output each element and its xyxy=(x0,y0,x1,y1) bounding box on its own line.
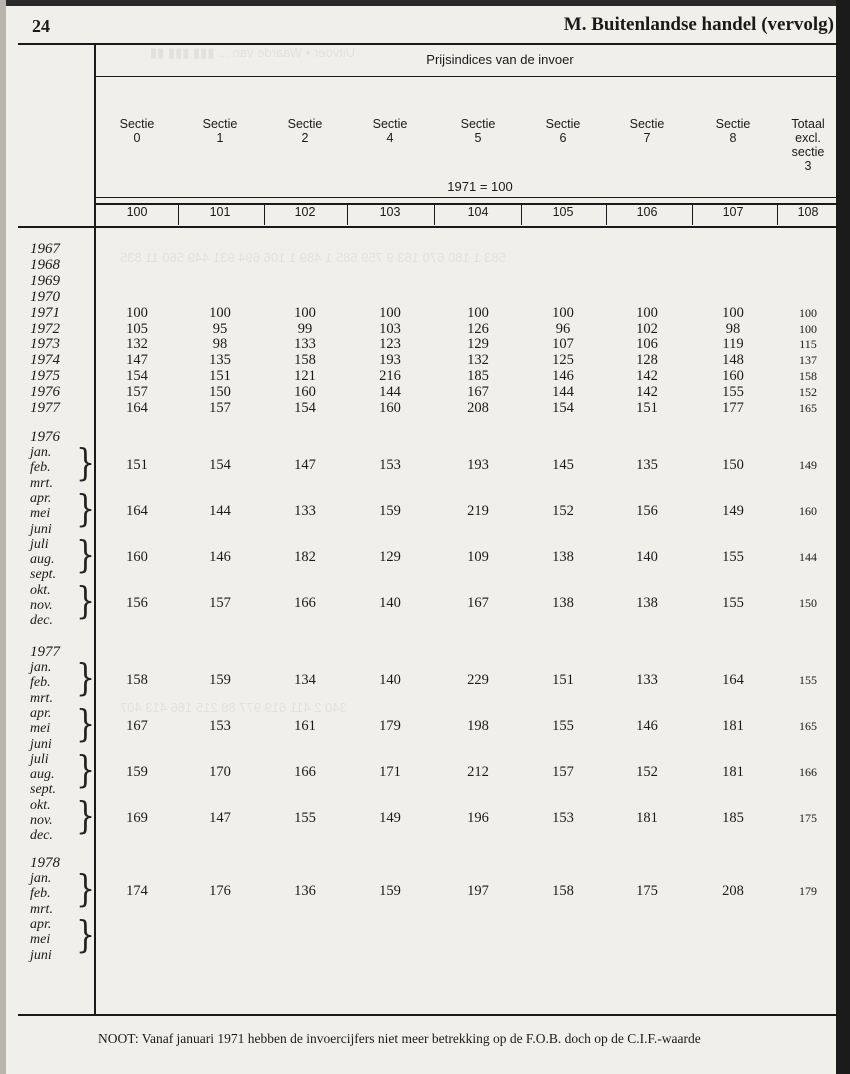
table-cell: 109 xyxy=(467,549,489,566)
year-label: 1976 xyxy=(30,384,60,401)
year-label: 1973 xyxy=(30,336,60,353)
month-label: juli xyxy=(30,751,49,767)
table-cell: 219 xyxy=(467,503,489,520)
month-label: apr. xyxy=(30,705,52,721)
table-cell: 174 xyxy=(126,883,148,900)
table-cell: 106 xyxy=(636,336,658,353)
table-cell: 146 xyxy=(209,549,231,566)
table-cell: 145 xyxy=(552,457,574,474)
column-code: 102 xyxy=(294,205,316,219)
table-cell: 158 xyxy=(294,352,316,369)
table-cell: 135 xyxy=(209,352,231,369)
table-cell: 156 xyxy=(126,595,148,611)
column-separator xyxy=(777,203,778,225)
table-cell: 150 xyxy=(722,457,744,474)
column-separator xyxy=(434,203,435,225)
month-label: mrt. xyxy=(30,475,53,491)
table-cell: 208 xyxy=(467,400,489,416)
table-cell: 115 xyxy=(799,337,817,352)
table-cell: 150 xyxy=(209,384,231,401)
column-header xyxy=(698,117,768,145)
column-separator xyxy=(95,203,96,225)
table-cell: 129 xyxy=(467,336,489,353)
table-cell: 160 xyxy=(126,549,148,566)
column-header xyxy=(528,117,598,145)
table-cell: 164 xyxy=(722,672,744,689)
column-code: 106 xyxy=(636,205,658,219)
table-cell: 137 xyxy=(799,353,817,368)
table-cell: 166 xyxy=(294,595,316,611)
table-cell: 147 xyxy=(294,457,316,474)
table-cell: 144 xyxy=(379,384,401,401)
table-cell: 157 xyxy=(552,764,574,781)
column-separator xyxy=(264,203,265,225)
year-label: 1974 xyxy=(30,352,60,369)
table-cell: 198 xyxy=(467,718,489,735)
column-code: 107 xyxy=(722,205,744,219)
column-header-number: 8 xyxy=(729,131,737,145)
base-year: 1971 = 100 xyxy=(447,179,513,194)
table-cell: 164 xyxy=(126,400,148,416)
table-cell: 96 xyxy=(555,320,571,337)
table-cell: 98 xyxy=(212,336,228,353)
table-cell: 177 xyxy=(722,400,744,416)
column-header-label: Sectie xyxy=(287,117,323,131)
column-separator xyxy=(692,203,693,225)
table-cell: 133 xyxy=(294,503,316,520)
table-title: Prijsindices van de invoer xyxy=(426,52,574,67)
table-cell: 153 xyxy=(379,457,401,474)
table-cell: 121 xyxy=(294,368,316,385)
table-cell: 152 xyxy=(799,385,817,400)
table-cell: 160 xyxy=(722,368,744,385)
table-cell: 158 xyxy=(126,672,148,689)
table-cell: 160 xyxy=(294,384,316,401)
table-cell: 138 xyxy=(636,595,658,611)
table-cell: 181 xyxy=(636,810,658,826)
rule-title xyxy=(94,76,838,77)
table-cell: 100 xyxy=(379,304,401,321)
column-code: 105 xyxy=(552,205,574,219)
table-cell: 102 xyxy=(636,320,658,337)
table-cell: 144 xyxy=(799,550,817,565)
bleed-through: 583 1 180 670 163 9 759 685 1 489 1 106 694 931 449 560 11 835 xyxy=(120,250,506,265)
quarter-brace: } xyxy=(76,867,96,912)
month-label: feb. xyxy=(30,460,51,476)
column-code: 100 xyxy=(126,205,148,219)
table-cell: 151 xyxy=(209,368,231,385)
quarter-brace: } xyxy=(76,533,96,578)
block-year-label: 1976 xyxy=(30,429,60,445)
column-header-label: Sectie xyxy=(119,117,155,131)
table-cell: 119 xyxy=(722,336,744,353)
year-label: 1975 xyxy=(30,368,60,385)
table-cell: 125 xyxy=(552,352,574,369)
table-cell: 126 xyxy=(467,320,489,337)
month-label: juli xyxy=(30,536,49,552)
column-header xyxy=(785,117,831,173)
table-cell: 175 xyxy=(636,883,658,900)
column-header-number: 2 xyxy=(301,131,309,145)
column-separator xyxy=(521,203,522,225)
table-cell: 128 xyxy=(636,352,658,369)
table-cell: 197 xyxy=(467,883,489,900)
table-cell: 140 xyxy=(379,595,401,611)
table-cell: 147 xyxy=(126,352,148,369)
table-cell: 175 xyxy=(799,811,817,825)
table-cell: 153 xyxy=(552,810,574,826)
quarter-brace: } xyxy=(76,794,96,838)
rule-bottom xyxy=(18,1014,838,1016)
table-cell: 100 xyxy=(467,304,489,321)
table-cell: 158 xyxy=(552,883,574,900)
table-cell: 95 xyxy=(212,320,228,337)
table-cell: 166 xyxy=(799,765,817,780)
table-cell: 179 xyxy=(379,718,401,735)
month-label: nov. xyxy=(30,813,53,828)
quarter-brace: } xyxy=(76,702,96,747)
table-cell: 133 xyxy=(294,336,316,353)
column-header-number: 1 xyxy=(216,131,224,145)
quarter-brace: } xyxy=(76,487,96,532)
quarter-brace: } xyxy=(76,579,96,623)
table-cell: 146 xyxy=(552,368,574,385)
column-code: 101 xyxy=(209,205,231,219)
year-label: 1967 xyxy=(30,241,60,257)
month-label: juni xyxy=(30,947,52,963)
table-cell: 169 xyxy=(126,810,148,826)
table-cell: 149 xyxy=(379,810,401,826)
table-cell: 152 xyxy=(552,503,574,520)
month-label: okt. xyxy=(30,797,51,813)
table-cell: 157 xyxy=(126,384,148,401)
table-cell: 160 xyxy=(799,504,817,519)
block-year-label: 1977 xyxy=(30,644,60,660)
table-cell: 208 xyxy=(722,883,744,900)
quarter-brace: } xyxy=(76,441,96,486)
year-label: 1969 xyxy=(30,272,60,289)
column-header-label: Sectie xyxy=(715,117,751,131)
table-cell: 100 xyxy=(552,304,574,321)
table-cell: 129 xyxy=(379,549,401,566)
month-label: mei xyxy=(30,506,51,522)
table-cell: 107 xyxy=(552,336,574,353)
table-cell: 171 xyxy=(379,764,401,781)
column-header xyxy=(355,117,425,145)
table-cell: 135 xyxy=(636,457,658,474)
column-header xyxy=(270,117,340,145)
month-label: sept. xyxy=(30,782,57,798)
month-label: mei xyxy=(30,721,51,737)
month-label: nov. xyxy=(30,598,53,613)
column-separator xyxy=(347,203,348,225)
month-label: jan. xyxy=(30,871,52,886)
table-cell: 100 xyxy=(722,304,744,321)
table-cell: 196 xyxy=(467,810,489,826)
table-cell: 181 xyxy=(722,764,744,781)
table-cell: 152 xyxy=(636,764,658,781)
table-cell: 98 xyxy=(725,320,741,337)
year-label: 1970 xyxy=(30,288,60,305)
table-cell: 144 xyxy=(552,384,574,401)
month-label: mrt. xyxy=(30,690,53,706)
table-cell: 164 xyxy=(126,503,148,520)
table-cell: 155 xyxy=(294,810,316,826)
table-cell: 176 xyxy=(209,883,231,900)
table-cell: 156 xyxy=(636,503,658,520)
table-cell: 154 xyxy=(294,400,316,416)
column-header xyxy=(612,117,682,145)
month-label: aug. xyxy=(30,767,55,783)
table-cell: 159 xyxy=(126,764,148,781)
table-cell: 159 xyxy=(379,503,401,520)
table-cell: 100 xyxy=(209,304,231,321)
table-cell: 142 xyxy=(636,368,658,385)
month-label: jan. xyxy=(30,660,52,675)
table-cell: 167 xyxy=(126,718,148,735)
scan-border xyxy=(836,0,850,1074)
month-label: juni xyxy=(30,736,52,752)
table-cell: 146 xyxy=(636,718,658,735)
month-label: dec. xyxy=(30,828,53,844)
rule-top xyxy=(18,43,838,45)
year-label: 1972 xyxy=(30,320,60,337)
quarter-brace: } xyxy=(76,913,96,958)
table-cell: 155 xyxy=(552,718,574,735)
table-cell: 103 xyxy=(379,320,401,337)
year-label: 1977 xyxy=(30,400,60,416)
table-cell: 100 xyxy=(799,305,817,320)
footnote: NOOT: Vanaf januari 1971 hebben de invoercijfers niet meer betrekking op de F.O.B. doch op de C.I.F.-waarde xyxy=(98,1031,701,1046)
month-label: juni xyxy=(30,521,52,537)
column-header-number: 7 xyxy=(643,131,651,145)
table-cell: 149 xyxy=(722,503,744,520)
table-cell: 132 xyxy=(467,352,489,369)
table-cell: 212 xyxy=(467,764,489,781)
quarter-brace: } xyxy=(76,748,96,793)
table-cell: 167 xyxy=(467,384,489,401)
block-year-label: 1978 xyxy=(30,855,60,871)
table-cell: 155 xyxy=(722,384,744,401)
table-cell: 134 xyxy=(294,672,316,689)
page-number: 24 xyxy=(32,16,50,36)
column-code: 104 xyxy=(467,205,489,219)
bleed-through: Uitvoer • Waarde van ... ▮▮▮ ▮▮▮ ▮▮ xyxy=(150,45,356,60)
table-cell: 133 xyxy=(636,672,658,689)
table-cell: 154 xyxy=(552,400,574,416)
table-cell: 100 xyxy=(126,304,148,321)
month-label: dec. xyxy=(30,613,53,629)
month-label: feb. xyxy=(30,886,51,902)
table-cell: 157 xyxy=(209,595,231,611)
column-header-number: 6 xyxy=(559,131,567,145)
year-label: 1971 xyxy=(30,304,60,321)
table-cell: 140 xyxy=(636,549,658,566)
table-cell: 151 xyxy=(126,457,148,474)
column-code: 108 xyxy=(797,205,819,219)
table-cell: 161 xyxy=(294,718,316,735)
column-header-number: 5 xyxy=(474,131,482,145)
table-cell: 100 xyxy=(799,321,817,336)
table-cell: 159 xyxy=(209,672,231,689)
column-header-label: Sectie xyxy=(629,117,665,131)
table-cell: 154 xyxy=(126,368,148,385)
table-cell: 155 xyxy=(799,673,817,688)
table-cell: 138 xyxy=(552,549,574,566)
table-cell: 140 xyxy=(379,672,401,689)
table-cell: 179 xyxy=(799,884,817,899)
table-cell: 165 xyxy=(799,719,817,734)
table-cell: 153 xyxy=(209,718,231,735)
column-header-label: Sectie xyxy=(202,117,238,131)
column-header-number: 0 xyxy=(133,131,141,145)
table-cell: 157 xyxy=(209,400,231,416)
table-cell: 229 xyxy=(467,672,489,689)
table-cell: 193 xyxy=(467,457,489,474)
month-label: apr. xyxy=(30,916,52,932)
table-cell: 182 xyxy=(294,549,316,566)
month-label: sept. xyxy=(30,567,57,583)
rule-codes-bottom xyxy=(18,226,838,228)
month-label: aug. xyxy=(30,552,55,568)
table-cell: 158 xyxy=(799,369,817,384)
table-cell: 165 xyxy=(799,401,817,415)
column-header-number: 3 xyxy=(804,159,812,173)
column-separator xyxy=(606,203,607,225)
table-cell: 151 xyxy=(636,400,658,416)
table-cell: 132 xyxy=(126,336,148,353)
section-header: M. Buitenlandse handel (vervolg) xyxy=(563,14,834,35)
table-cell: 159 xyxy=(379,883,401,900)
table-cell: 148 xyxy=(722,352,744,369)
month-label: jan. xyxy=(30,445,52,460)
table-cell: 155 xyxy=(722,549,744,566)
column-header-label: Sectie xyxy=(372,117,408,131)
column-code: 103 xyxy=(379,205,401,219)
column-header-number: 4 xyxy=(386,131,394,145)
month-label: okt. xyxy=(30,582,51,598)
table-cell: 181 xyxy=(722,718,744,735)
table-cell: 144 xyxy=(209,503,231,520)
column-header xyxy=(102,117,172,145)
top-edge xyxy=(0,0,850,6)
table-cell: 150 xyxy=(799,596,817,610)
year-label: 1968 xyxy=(30,256,60,273)
table-cell: 149 xyxy=(799,458,817,473)
column-separator xyxy=(178,203,179,225)
month-label: mrt. xyxy=(30,901,53,917)
table-cell: 138 xyxy=(552,595,574,611)
table-cell: 142 xyxy=(636,384,658,401)
table-cell: 136 xyxy=(294,883,316,900)
month-label: mei xyxy=(30,932,51,948)
table-cell: 193 xyxy=(379,352,401,369)
column-header xyxy=(443,117,513,145)
page-binding-edge xyxy=(0,0,6,1074)
month-label: apr. xyxy=(30,490,52,506)
table-cell: 166 xyxy=(294,764,316,781)
table-cell: 100 xyxy=(636,304,658,321)
rule-base xyxy=(94,197,838,198)
table-cell: 155 xyxy=(722,595,744,611)
column-header-label: Sectie xyxy=(460,117,496,131)
table-cell: 100 xyxy=(294,304,316,321)
table-cell: 151 xyxy=(552,672,574,689)
column-header-label: Sectie xyxy=(545,117,581,131)
table-cell: 167 xyxy=(467,595,489,611)
table-cell: 105 xyxy=(126,320,148,337)
table-cell: 216 xyxy=(379,368,401,385)
table-cell: 185 xyxy=(722,810,744,826)
table-cell: 170 xyxy=(209,764,231,781)
column-header-label: Totaal excl. sectie xyxy=(791,117,825,159)
column-header xyxy=(185,117,255,145)
quarter-brace: } xyxy=(76,656,96,701)
table-cell: 99 xyxy=(297,320,313,337)
table-cell: 160 xyxy=(379,400,401,416)
table-cell: 185 xyxy=(467,368,489,385)
bleed-through: 340 2 411 619 977 88 215 166 413 407 xyxy=(120,700,347,715)
table-cell: 123 xyxy=(379,336,401,353)
table-cell: 147 xyxy=(209,810,231,826)
table-cell: 154 xyxy=(209,457,231,474)
month-label: feb. xyxy=(30,675,51,691)
